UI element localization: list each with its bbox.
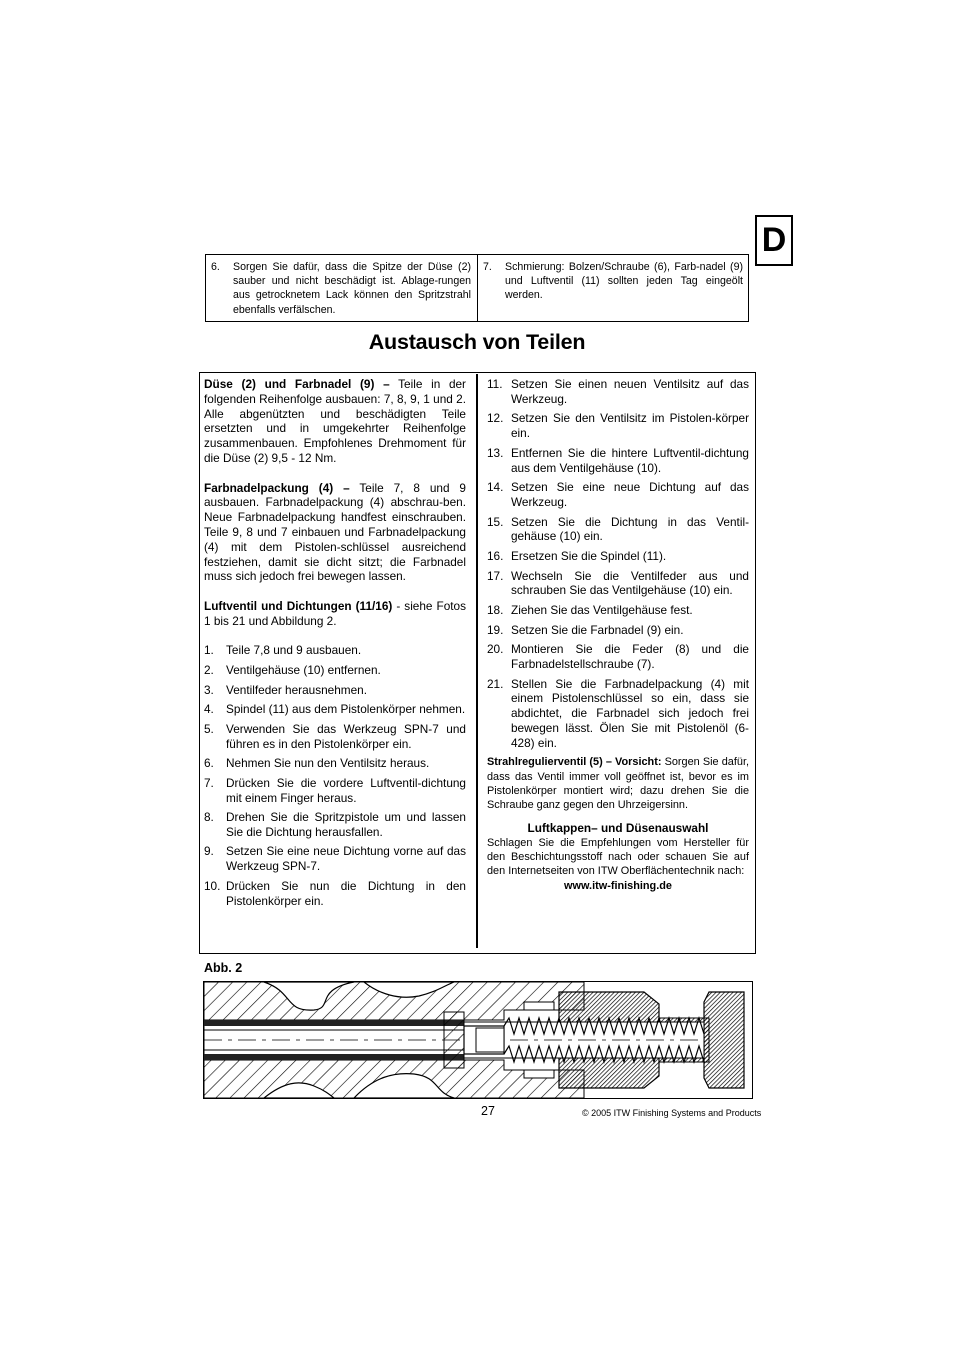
paragraph-airvalve-text: - siehe Fotos 1 bis 21 und Abbildung 2. bbox=[204, 598, 467, 628]
list-item: 19. Setzen Sie die Farbnadel (9) ein. bbox=[487, 622, 684, 637]
language-tab-letter: D bbox=[755, 215, 793, 266]
list-item: 16. Ersetzen Sie die Spindel (11). bbox=[487, 548, 667, 563]
right-column bbox=[487, 377, 749, 893]
paragraph-nozzle-text: Teile in der folgenden Reihenfolge ausbauen: 7, 8, 9, 1 und 2. Alle abgenützten und beschädigten Teile ersetzten und in umgekehrter Reihenfolge zusammenbauen. Empfohlenes Drehmoment für die Düse (2) 9,5 - 12 Nm. bbox=[204, 377, 466, 465]
top-note-right-num: 7. bbox=[483, 261, 492, 273]
paragraph-airvalve-heading: Luftventil und Dichtungen (11/16) bbox=[204, 598, 393, 613]
list-item: 21. Stellen Sie die Farbnadelpackung (4) mit einem Pistolenschlüssel so ein, dass sie abdichtet, die Farbnadel sich jedoch frei bewegen lässt. Ölen Sie mit Pistolenöl (6-428) ein. bbox=[487, 676, 749, 750]
paragraph-nozzle bbox=[204, 377, 466, 466]
list-item: 9. Setzen Sie eine neue Dichtung vorne auf das Werkzeug SPN-7. bbox=[204, 844, 466, 874]
paragraph-packing bbox=[204, 481, 466, 585]
list-item: 12. Setzen Sie den Ventilsitz im Pistolen-körper ein. bbox=[487, 411, 749, 441]
list-item: 13. Entfernen Sie die hintere Luftventil-dichtung aus dem Ventilgehäuse (10). bbox=[487, 445, 749, 475]
list-item: 11. Setzen Sie einen neuen Ventilsitz auf das Werkzeug. bbox=[487, 377, 749, 406]
top-note-left-text: Sorgen Sie dafür, dass die Spitze der Düse (2) sauber und nicht beschädigt ist. Ablage-rungen aus getrocknetem Lack können den Spritzstrahl ebenfalls verfälschen. bbox=[233, 261, 471, 316]
list-item: 20. Montieren Sie die Feder (8) und die Farbnadelstellschraube (7). bbox=[487, 642, 749, 671]
top-note-left bbox=[206, 255, 478, 321]
figure-label: Abb. 2 bbox=[204, 961, 243, 975]
left-steps-list bbox=[204, 643, 466, 908]
aircap-selection-text: Schlagen Sie die Empfehlungen vom Hersteller für den Beschichtungsstoff nach oder schauen Sie auf den Internetseiten von ITW Oberflächentechnik nach: bbox=[487, 836, 749, 878]
caution-note-heading: Strahlregulierventil (5) – Vorsicht: bbox=[487, 756, 662, 769]
list-item: 18. Ziehen Sie das Ventilgehäuse fest. bbox=[487, 602, 693, 617]
left-column bbox=[204, 377, 466, 913]
top-note-right-text: Schmierung: Bolzen/Schraube (6), Farb-nadel (9) und Luftventil (11) sollten jeden Tag eingeölt werden. bbox=[505, 261, 743, 302]
right-steps-list bbox=[487, 377, 749, 751]
caution-note bbox=[487, 755, 749, 812]
paragraph-nozzle-heading: Düse (2) und Farbnadel (9) – bbox=[204, 377, 390, 391]
paragraph-packing-heading: Farbnadelpackung (4) – bbox=[204, 480, 350, 495]
copyright-notice: © 2005 ITW Finishing Systems and Products bbox=[582, 1108, 762, 1118]
paragraph-airvalve bbox=[204, 599, 466, 629]
website-url: www.itw-finishing.de bbox=[564, 879, 672, 892]
list-item: 17. Wechseln Sie die Ventilfeder aus und schrauben Sie das Ventilgehäuse (10) ein. bbox=[487, 568, 749, 598]
aircap-selection-heading: Luftkappen– und Düsenauswahl bbox=[527, 821, 709, 836]
page-title: Austausch von Teilen bbox=[368, 330, 586, 354]
paragraph-packing-text: Teile 7, 8 und 9 ausbauen. Farbnadelpackung (4) abschrau-ben. Neue Farbnadelpackung handfest einschrauben. Teile 9, 8 und 7 einbauen und Farbnadelpackung (4) mit dem Pistolen-schlüssel ausreichend festziehen, damit sie dicht sitzt; die Farbnadel muss sich jedoch frei bewegen lassen. bbox=[204, 480, 466, 584]
list-item: 7. Drücken Sie die vordere Luftventil-dichtung mit einem Finger heraus. bbox=[204, 775, 466, 805]
list-item: 10. Drücken Sie nun die Dichtung in den Pistolenkörper ein. bbox=[204, 878, 466, 908]
list-item: 3. Ventilfeder herausnehmen. bbox=[204, 682, 368, 697]
list-item: 14. Setzen Sie eine neue Dichtung auf das Werkzeug. bbox=[487, 480, 749, 509]
caution-note-text: Sorgen Sie dafür, dass das Ventil immer voll geöffnet ist, bevor es im Pistolenkörper montiert wird; dazu drehen Sie die Schraube ganz gegen den Uhrzeigersinn. bbox=[487, 756, 749, 811]
page-number: 27 bbox=[481, 1104, 495, 1118]
list-item: 8. Drehen Sie die Spritzpistole um und lassen Sie die Dichtung herausfallen. bbox=[204, 810, 466, 839]
list-item: 1. Teile 7,8 und 9 ausbauen. bbox=[204, 643, 362, 658]
list-item: 2. Ventilgehäuse (10) entfernen. bbox=[204, 662, 381, 677]
list-item: 6. Nehmen Sie nun den Ventilsitz heraus. bbox=[204, 756, 430, 771]
list-item: 5. Verwenden Sie das Werkzeug SPN-7 und führen es in den Pistolenkörper ein. bbox=[204, 721, 466, 751]
top-note-right bbox=[478, 255, 748, 321]
top-notes-box bbox=[205, 254, 749, 322]
list-item: 15. Setzen Sie die Dichtung in das Ventil-gehäuse (10) ein. bbox=[487, 514, 749, 544]
top-note-left-num: 6. bbox=[211, 261, 220, 273]
spray-gun-cross-section-drawing bbox=[203, 981, 753, 1099]
list-item: 4. Spindel (11) aus dem Pistolenkörper nehmen. bbox=[204, 702, 466, 717]
column-divider bbox=[476, 374, 478, 948]
